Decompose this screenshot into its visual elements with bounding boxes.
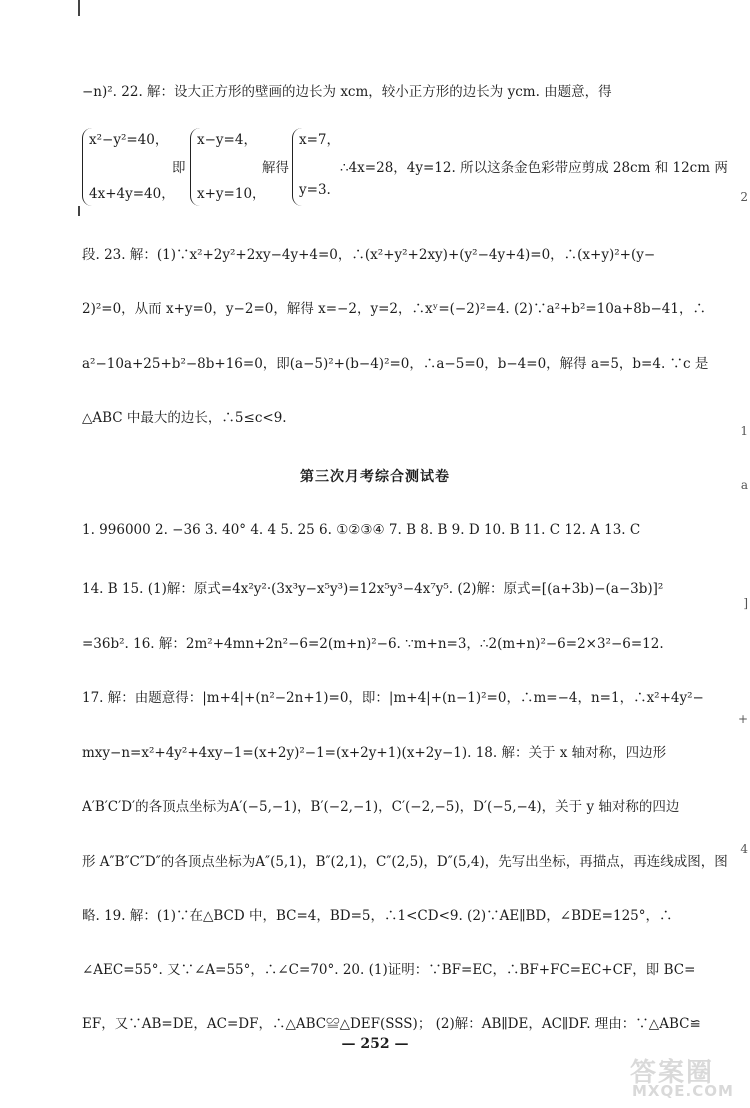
connector-jiede: 解得 (262, 160, 289, 176)
system1-eq2: 4x+4y=40， (89, 186, 175, 202)
text-line-13: 略. 19. 解：(1)∵在△BCD 中，BC=4，BD=5，∴1<CD<9. (2)∵AE∥BD，∠BDE=125°，∴ (82, 908, 673, 924)
text-line-5: △ABC 中最大的边长，∴5≤c<9. (82, 410, 287, 426)
text-line-15: EF，又∵AB=DE，AC=DF，∴△ABC≌△DEF(SSS)； (2)解：AB∥DE，AC∥DF. 理由：∵△ABC≌ (82, 1016, 701, 1032)
edge-mark-3: a (740, 478, 748, 492)
section-title: 第三次月考综合测试卷 (300, 469, 450, 485)
text-line-14: ∠AEC=55°. 又∵∠A=55°，∴∠C=70°. 20. (1)证明：∵BF=EC，∴BF+FC=EC+CF，即 BC= (82, 962, 696, 978)
watermark-logo (622, 1052, 742, 1102)
edge-mark-5: + (737, 712, 748, 726)
margin-tick-top (78, 0, 80, 16)
text-line-2: 段. 23. 解：(1)∵x²+2y²+2xy−4y+4=0，∴(x²+y²+2xy)+(y²−4y+4)=0，∴(x+y)²+(y− (82, 247, 656, 263)
system2-eq2: x+y=10， (197, 186, 266, 202)
watermark-top-text: 答案圈 (630, 1058, 715, 1088)
text-line-4: a²−10a+25+b²−8b+16=0，即(a−5)²+(b−4)²=0，∴a−5=0，b−4=0，解得 a=5，b=4. ∵c 是 (82, 356, 709, 372)
text-line-7: 14. B 15. (1)解：原式=4x²y²·(3x³y−x⁵y³)=12x⁵y³−4x⁷y⁵. (2)解：原式=[(a+3b)−(a−3b)]² (82, 581, 664, 597)
system-tail-text: ∴4x=28，4y=12. 所以这条金色彩带应剪成 28cm 和 12cm 两 (340, 160, 728, 176)
edge-mark-4: ] (743, 596, 748, 610)
text-line-11: A′B′C′D′的各顶点坐标为A′(−5,−1)，B′(−2,−1)，C′(−2,−5)，D′(−5,−4)，关于 y 轴对称的四边 (82, 799, 680, 815)
watermark-bottom-text: MXQE.COM (632, 1082, 734, 1100)
text-line-8: =36b². 16. 解：2m²+4mn+2n²−6=2(m+n)²−6. ∵m+n=3，∴2(m+n)²−6=2×3²−6=12. (82, 636, 664, 652)
system3-eq1: x=7， (299, 132, 341, 148)
system1-eq1: x²−y²=40， (89, 132, 169, 148)
system3-eq2: y=3. (299, 182, 331, 198)
edge-mark-6: 4 (740, 842, 748, 856)
connector-ji: 即 (172, 160, 186, 176)
page-number: — 252 — (341, 1036, 409, 1052)
text-line-12: 形 A″B″C″D″的各顶点坐标为A″(5,1)，B″(2,1)，C″(2,5)，D″(5,4)，先写出坐标，再描点，再连线成图，图 (82, 854, 728, 870)
text-line-10: mxy−n=x²+4y²+4xy−1=(x+2y)²−1=(x+2y+1)(x+2y−1). 18. 解：关于 x 轴对称，四边形 (82, 745, 667, 761)
text-line-3: 2)²=0，从而 x+y=0，y−2=0，解得 x=−2，y=2，∴xʸ=(−2)²=4. (2)∵a²+b²=10a+8b−41，∴ (82, 301, 706, 317)
edge-mark-1: 2 (740, 190, 748, 204)
text-line-1: −n)². 22. 解：设大正方形的壁画的边长为 xcm，较小正方形的边长为 ycm. 由题意，得 (82, 84, 612, 100)
system2-eq1: x−y=4， (197, 132, 257, 148)
margin-tick-mid (78, 206, 80, 216)
text-line-6: 1. 996000 2. −36 3. 40° 4. 4 5. 25 6. ①②③④ 7. B 8. B 9. D 10. B 11. C 12. A 13. C (82, 522, 641, 538)
text-line-9: 17. 解：由题意得：|m+4|+(n²−2n+1)=0，即：|m+4|+(n−1)²=0，∴m=−4，n=1，∴x²+4y²− (82, 690, 704, 706)
edge-mark-2: 1 (740, 424, 748, 438)
